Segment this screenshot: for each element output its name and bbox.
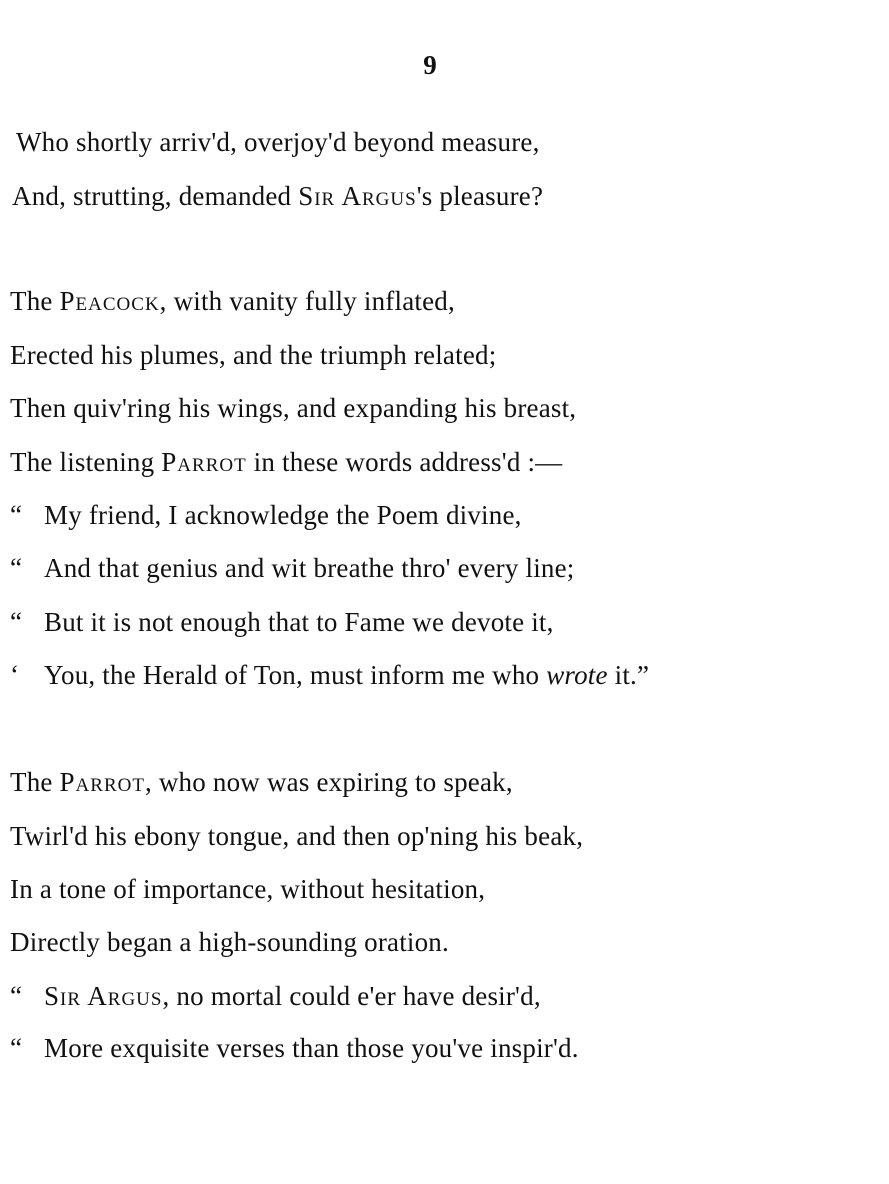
poem-line-9: [10, 606, 554, 638]
character-name: Sir Argus: [298, 181, 417, 211]
poem-line-12: Twirl'd his ebony tongue, and then op'ning his beak,: [10, 821, 584, 851]
italic-word: wrote: [546, 660, 608, 690]
line-text: , who now was expiring to speak,: [144, 767, 513, 797]
line-text: And that genius and wit breathe thro' every line;: [44, 553, 575, 583]
line-text: , with vanity fully inflated,: [159, 286, 455, 316]
line-text: 's pleasure?: [416, 181, 544, 211]
quote-mark: “: [10, 500, 23, 530]
character-name: Parrot: [59, 767, 145, 797]
line-text: The listening: [10, 447, 162, 477]
poem-line-2: [12, 180, 543, 212]
quote-mark: “: [10, 981, 23, 1011]
poem-line-11: [10, 766, 513, 798]
character-name: Sir Argus: [44, 981, 163, 1011]
quote-mark: “: [10, 1033, 23, 1063]
quote-mark: ‘: [10, 660, 20, 690]
poem-line-6: [10, 446, 562, 478]
line-text: The: [10, 767, 60, 797]
line-text: More exquisite verses than those you've inspir'd.: [44, 1033, 579, 1063]
poem-line-10: [10, 659, 649, 691]
character-name: Peacock: [59, 286, 160, 316]
line-text: And, strutting, demanded: [12, 181, 299, 211]
poem-line-5: Then quiv'ring his wings, and expanding his breast,: [10, 393, 577, 423]
line-text: in these words address'd :—: [246, 447, 563, 477]
poem-line-8: [10, 552, 575, 584]
poem-line-15: [10, 980, 541, 1012]
poem-line-4: Erected his plumes, and the triumph related;: [10, 340, 497, 370]
poem-line-14: Directly began a high-sounding oration.: [10, 927, 449, 957]
poem-line-13: In a tone of importance, without hesitation,: [10, 874, 486, 904]
poem-line-16: [10, 1032, 579, 1064]
line-text: But it is not enough that to Fame we devote it,: [44, 607, 554, 637]
line-text: it.”: [607, 660, 650, 690]
quote-mark: “: [10, 607, 23, 637]
line-text: , no mortal could e'er have desir'd,: [162, 981, 541, 1011]
line-text: My friend, I acknowledge the Poem divine,: [44, 500, 522, 530]
poem-line-7: [10, 499, 522, 531]
poem-line-3: [10, 285, 455, 317]
line-text: You, the Herald of Ton, must inform me who: [44, 660, 547, 690]
quote-mark: “: [10, 553, 23, 583]
line-text: The: [10, 286, 60, 316]
poem-line-1: Who shortly arriv'd, overjoy'd beyond measure,: [16, 127, 540, 157]
character-name: Parrot: [161, 447, 247, 477]
page-number: 9: [423, 50, 437, 80]
